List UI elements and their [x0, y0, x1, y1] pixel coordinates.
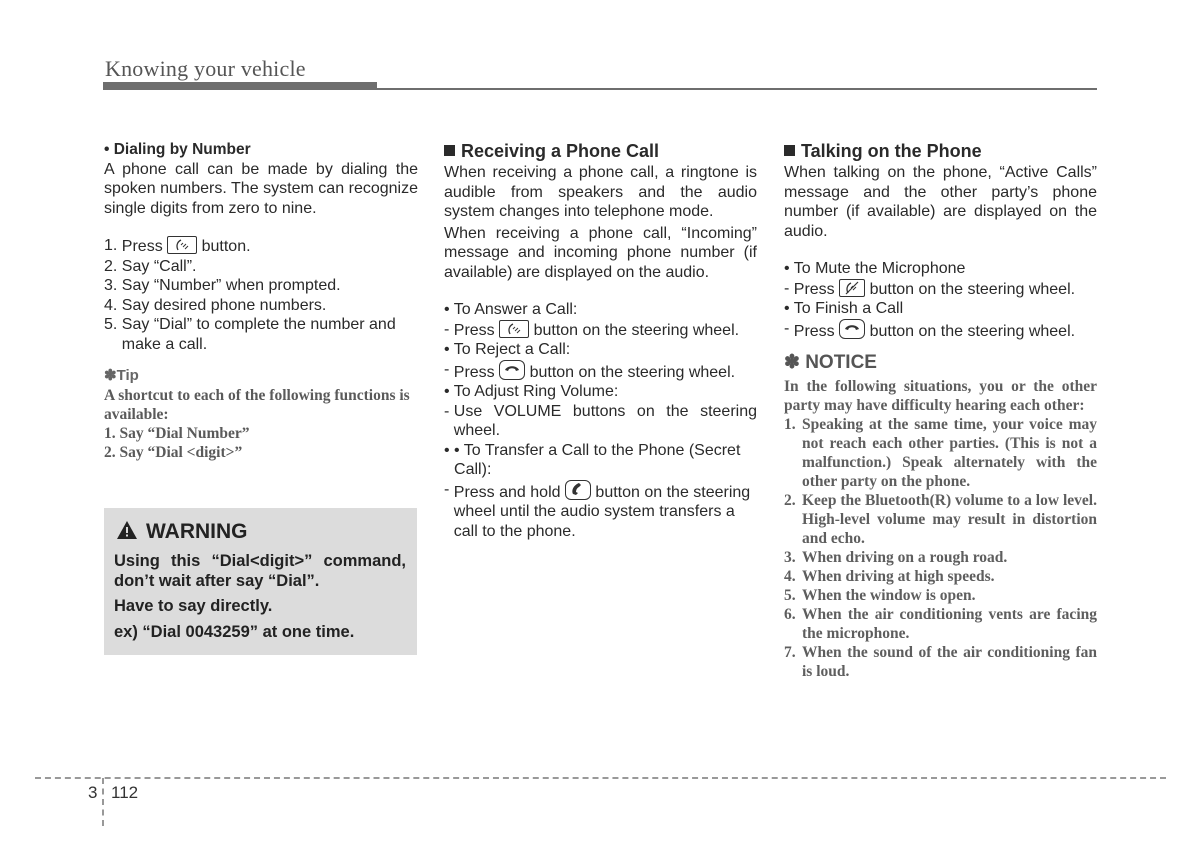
notice-item: 2. Keep the Bluetooth(R) volume to a low level. High-level volume may result in distortion and echo. — [784, 491, 1097, 547]
warning-box — [104, 508, 417, 655]
tip-heading: ✽Tip — [104, 367, 139, 384]
warning-heading: WARNING — [116, 520, 248, 546]
mute-instruction: - Press button on the steering wheel. — [784, 279, 1076, 298]
tip-line-3: 2. Say “Dial <digit>” — [104, 443, 243, 461]
notice-item: 4. When driving at high speeds. — [784, 567, 995, 585]
step-2: 2. Say “Call”. — [104, 257, 197, 275]
finish-label: • To Finish a Call — [784, 300, 904, 317]
receiving-para-1: When receiving a phone call, a ringtone is audible from speakers and the audio system changes into telephone mode. — [444, 164, 757, 220]
warning-paragraph-2: Have to say directly. — [114, 597, 273, 615]
call-button-icon — [565, 480, 591, 500]
heading-receiving-call: Receiving a Phone Call — [444, 140, 757, 162]
dialing-intro: A phone call can be made by dialing the spoken numbers. The system can recognize single digits from zero to nine. — [104, 160, 418, 217]
header-rule — [103, 88, 1097, 90]
notice-item: 5. When the window is open. — [784, 586, 976, 604]
chapter-number: 3 — [88, 783, 98, 802]
warning-triangle-icon — [116, 520, 138, 546]
step-3: 3. Say “Number” when prompted. — [104, 277, 341, 294]
hang-up-button-icon — [499, 360, 525, 380]
page-number: 112 — [111, 783, 139, 802]
answer-label: • To Answer a Call: — [444, 301, 578, 318]
square-bullet-icon — [784, 145, 795, 156]
volume-label: • To Adjust Ring Volume: — [444, 383, 619, 400]
reject-instruction: - Press button on the steering wheel. — [444, 360, 736, 381]
notice-block — [784, 377, 1097, 681]
tip-line-1: A shortcut to each of the following functions is available: — [104, 386, 410, 423]
volume-instruction: - Use VOLUME buttons on the steering wheel. — [444, 402, 757, 439]
step-4: 4. Say desired phone numbers. — [104, 296, 327, 314]
column-receiving-call — [444, 140, 757, 541]
mute-label: • To Mute the Microphone — [784, 260, 966, 277]
transfer-label: • • To Transfer a Call to the Phone (Secret Call): — [444, 441, 741, 478]
footer-rule — [35, 777, 1166, 779]
finish-instruction: - Press button on the steering wheel. — [784, 319, 1076, 340]
notice-heading: ✽ NOTICE — [784, 352, 877, 373]
talking-para: When talking on the phone, “Active Calls” message and the other party’s phone number (if available) are displayed on the audio. — [784, 164, 1097, 240]
warning-paragraph-3: ex) “Dial 0043259” at one time. — [114, 622, 355, 641]
answer-instruction: - Press button on the steering wheel. — [444, 320, 740, 339]
notice-item: 1. Speaking at the same time, your voice may not reach each other parties. (This is not a malfunction.) Speak alternately with the other party on the phone. — [784, 415, 1097, 490]
transfer-instruction: - Press and hold button on the steering wheel until the audio system transfers a call to the phone. — [444, 480, 751, 540]
step-1: 1. Press button. — [104, 237, 251, 255]
hang-up-button-icon — [839, 319, 865, 339]
reject-label: • To Reject a Call: — [444, 341, 571, 358]
step-5: 5. Say “Dial” to complete the number and make a call. — [104, 316, 396, 353]
warning-text — [114, 552, 406, 648]
notice-intro: In the following situations, you or the other party may have difficulty hearing each other: — [784, 377, 1097, 414]
header-title: Knowing your vehicle — [105, 56, 306, 81]
footer-divider — [102, 778, 104, 826]
column-talking-on-phone — [784, 140, 1097, 681]
talk-button-icon — [167, 236, 197, 254]
tip-line-2: 1. Say “Dial Number” — [104, 424, 250, 442]
notice-item: 7. When the sound of the air conditioning fan is loud. — [784, 643, 1097, 680]
heading-talking-on-phone: Talking on the Phone — [784, 140, 1097, 162]
warning-paragraph-1: Using this “Dial<digit>” command, don’t wait after say “Dial”. — [114, 552, 406, 590]
receiving-para-2: When receiving a phone call, “Incoming” message and incoming phone number (if available) are displayed on the audio. — [444, 224, 757, 281]
notice-item: 6. When the air conditioning vents are facing the microphone. — [784, 605, 1097, 642]
talk-button-icon — [499, 320, 529, 338]
mute-button-icon — [839, 279, 865, 297]
column-dialing-by-number — [104, 140, 418, 462]
subheading-dialing-by-number: • Dialing by Number — [104, 141, 251, 158]
square-bullet-icon — [444, 145, 455, 156]
notice-item: 3. When driving on a rough road. — [784, 548, 1008, 566]
